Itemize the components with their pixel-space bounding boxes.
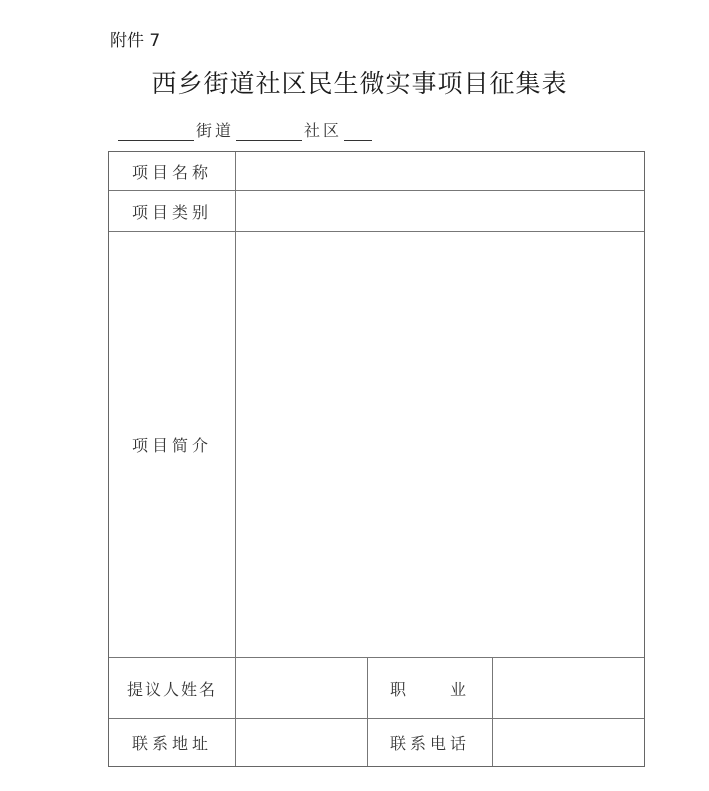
occupation-field[interactable]: [493, 658, 644, 718]
contact-phone-field[interactable]: [493, 719, 644, 766]
contact-phone-label: 联系电话: [368, 719, 493, 766]
project-name-field[interactable]: [236, 152, 644, 190]
project-category-field[interactable]: [236, 191, 644, 231]
community-suffix-blank[interactable]: [344, 122, 372, 141]
collection-form-table: [108, 151, 645, 767]
community-blank[interactable]: [236, 122, 302, 141]
row-proposer: [109, 658, 644, 719]
contact-address-field[interactable]: [236, 719, 368, 766]
community-label: 社区: [304, 121, 343, 140]
attachment-number: 附件 7: [110, 31, 161, 51]
street-blank[interactable]: [118, 122, 194, 141]
proposer-name-label: 提议人姓名: [109, 658, 236, 718]
street-community-line: [118, 118, 372, 142]
row-project-category: [109, 191, 644, 232]
project-description-field[interactable]: [236, 232, 644, 657]
row-project-name: [109, 152, 644, 191]
row-contact: [109, 719, 644, 766]
contact-address-label: 联系地址: [109, 719, 236, 766]
project-name-label: 项目名称: [109, 152, 236, 190]
street-label: 街道: [196, 121, 235, 140]
project-category-label: 项目类别: [109, 191, 236, 231]
row-project-description: [109, 232, 644, 658]
page-title: 西乡街道社区民生微实事项目征集表: [151, 69, 568, 98]
occupation-label: 职 业: [368, 658, 493, 718]
project-description-label: 项目简介: [109, 232, 236, 657]
proposer-name-field[interactable]: [236, 658, 368, 718]
